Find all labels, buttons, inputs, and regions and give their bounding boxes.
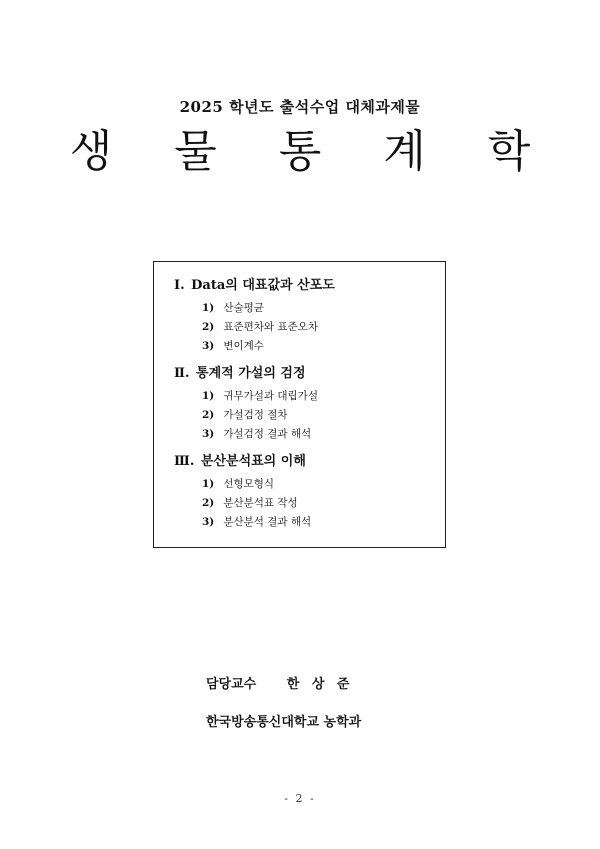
toc-item-label: 산술평균 xyxy=(223,302,264,314)
toc-item-label: 변이계수 xyxy=(223,340,264,352)
university-name: 한국방송통신대학교 농학과 xyxy=(206,715,362,730)
toc-item-index: 3) xyxy=(202,340,215,352)
professor-label: 담당교수 xyxy=(206,677,257,692)
toc-section-number: Ⅲ. xyxy=(174,454,195,469)
toc-section-1 xyxy=(174,277,434,356)
toc-item-label: 가설검정 절차 xyxy=(223,409,288,421)
professor-line xyxy=(206,673,354,692)
toc-item-index: 1) xyxy=(202,390,215,402)
toc-section-title: 통계적 가설의 검정 xyxy=(196,366,306,381)
toc-item-index: 3) xyxy=(202,428,215,440)
document-subtitle: 2025 학년도 출석수업 대체과제물 xyxy=(179,98,421,116)
toc-item-index: 3) xyxy=(202,516,215,528)
toc-item-label: 귀무가설과 대립가설 xyxy=(223,390,318,402)
toc-item xyxy=(174,337,434,356)
toc-section-title: 분산분석표의 이해 xyxy=(200,454,306,469)
toc-section-2 xyxy=(174,365,434,444)
page-number: - 2 - xyxy=(284,792,316,805)
toc-item-index: 2) xyxy=(202,409,215,421)
toc-item-label: 선형모형식 xyxy=(223,478,275,490)
toc-item xyxy=(174,475,434,494)
toc-section-number: Ⅰ. xyxy=(174,278,185,293)
toc-item xyxy=(174,318,434,337)
toc-item-label: 분산분석표 작성 xyxy=(223,497,298,509)
professor-name: 한 상 준 xyxy=(286,677,354,692)
toc-item-label: 가설검정 결과 해석 xyxy=(223,428,312,440)
toc-item xyxy=(174,494,434,513)
toc-section-heading xyxy=(174,365,434,383)
toc-item-index: 1) xyxy=(202,478,215,490)
toc-item xyxy=(174,513,434,532)
table-of-contents xyxy=(153,261,446,548)
toc-item xyxy=(174,299,434,318)
document-title: 생 물 통 계 학 xyxy=(69,126,555,177)
toc-section-number: Ⅱ. xyxy=(174,366,190,381)
toc-section-heading xyxy=(174,277,434,295)
toc-item xyxy=(174,406,434,425)
toc-item-index: 2) xyxy=(202,497,215,509)
toc-item-label: 표준편차와 표준오차 xyxy=(223,321,318,333)
toc-item-index: 2) xyxy=(202,321,215,333)
toc-item-label: 분산분석 결과 해석 xyxy=(223,516,312,528)
toc-item xyxy=(174,425,434,444)
toc-item xyxy=(174,387,434,406)
toc-item-index: 1) xyxy=(202,302,215,314)
toc-section-title: Data의 대표값과 산포도 xyxy=(191,278,335,293)
toc-section-heading xyxy=(174,453,434,471)
toc-section-3 xyxy=(174,453,434,532)
